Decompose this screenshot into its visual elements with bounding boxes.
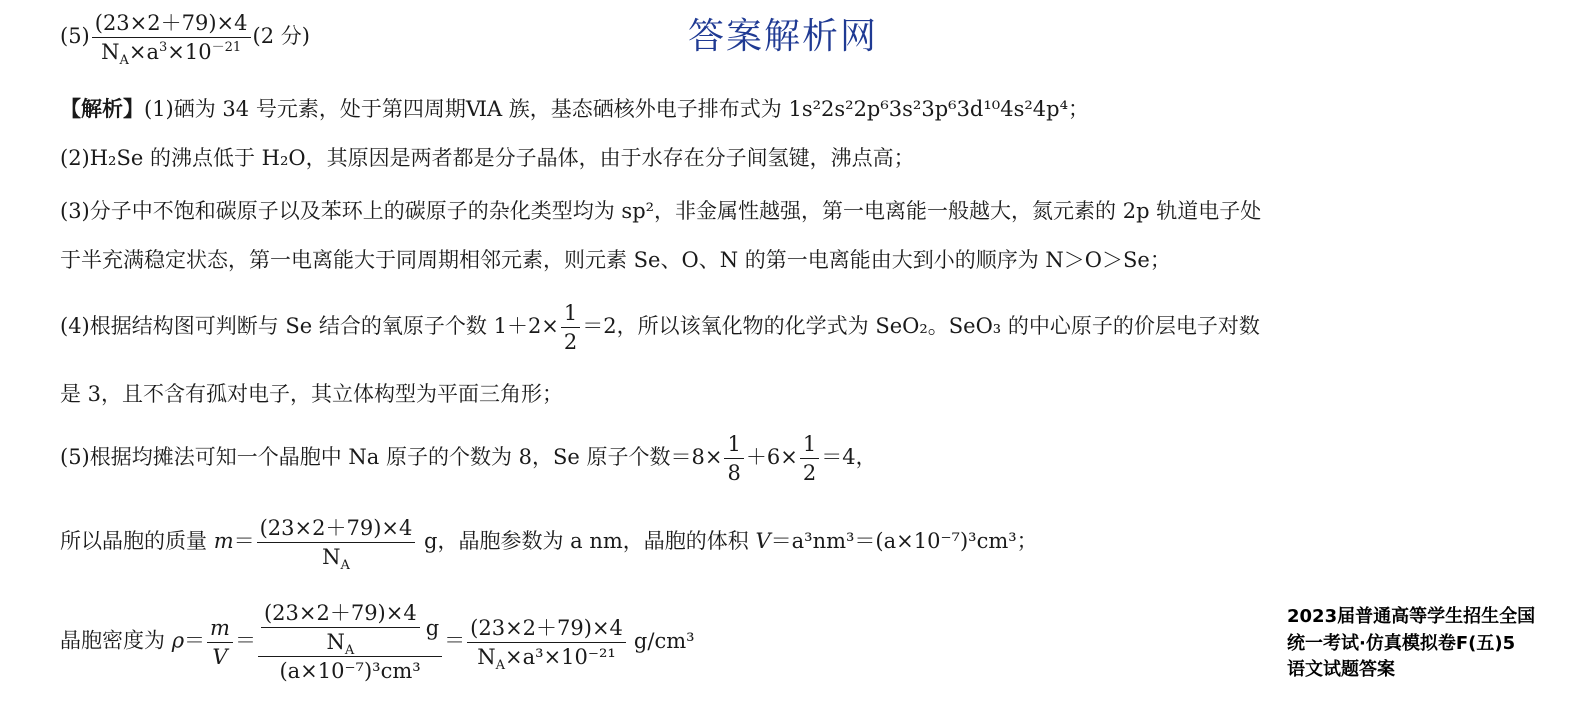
exam-caption-line1: 2023届普通高等学生招生全国 xyxy=(1287,606,1536,627)
header-fraction xyxy=(92,11,251,69)
fraction-one-eighth: $\frac{1}{8}$ xyxy=(724,433,743,484)
exam-caption-line3: 语文试题答案 xyxy=(1287,659,1395,681)
analysis-p3a: (3)分子中不饱和碳原子以及苯环上的碳原子的杂化类型均为 sp²，非金属性越强，第一电离能一般越大，氮元素的 2p 轨道电子处 xyxy=(60,199,1262,223)
analysis-p5b: 所以晶胞的质量 m＝ $\frac{(23\times 2+79)\times 4}{N_A}$ g，晶胞参数为 a nm，晶胞的体积 V＝a³nm³＝(a×10⁻⁷)³cm³； xyxy=(60,516,1038,574)
rho-fraction: $\frac{m}{V}$ xyxy=(207,617,233,668)
analysis-heading: 【解析】 xyxy=(60,96,144,121)
brand-title: 答案解析网 xyxy=(688,16,879,57)
analysis-p4a: (4)根据结构图可判断与 Se 结合的氧原子个数 1＋2× $\frac{1}{2}$ ＝2，所以该氧化物的化学式为 SeO₂。SeO₃ 的中心原子的价层电子对数 xyxy=(60,301,1260,355)
mass-fraction: $\frac{(23\times 2+79)\times 4}{N_A}$ xyxy=(257,517,416,568)
fraction-one-half: $\frac{1}{2}$ xyxy=(561,302,580,353)
fraction-one-half-2: $\frac{1}{2}$ xyxy=(800,433,819,484)
analysis-p3b: 于半充满稳定状态，第一电离能大于同周期相邻元素，则元素 Se、O、N 的第一电离能由大到小的顺序为 N＞O＞Se； xyxy=(60,248,1171,272)
header-formula-label: (5) xyxy=(60,24,90,49)
final-density-fraction: $\frac{(23\times 2+79)\times 4}{N_A\times a^3\times 10^{-21}}$ xyxy=(467,617,626,668)
analysis-p5c: 晶胞密度为 ρ＝ $\frac{m}{V}$ ＝ $\frac{(23\times 2+79)\times 4}{N_A}$ g (a×10⁻⁷)³cm³ ＝ $\frac{(23\times 2+79)\times 4}{N_A\times a^3\times 10^{-21}}$ g/cm³ xyxy=(60,601,695,684)
analysis-p1-text: (1)硒为 34 号元素，处于第四周期ⅥA 族，基态硒核外电子排布式为 1s²2s²2p⁶3s²3p⁶3d¹⁰4s²4p⁴； xyxy=(144,97,1089,121)
analysis-p5a: (5)根据均摊法可知一个晶胞中 Na 原子的个数为 8，Se 原子个数＝8× $\frac{1}{8}$ ＋6× $\frac{1}{2}$ ＝4， xyxy=(60,432,877,486)
exam-caption-line2: 统一考试·仿真模拟卷F(五)5 xyxy=(1287,632,1516,654)
header-formula-score: (2 分) xyxy=(252,24,310,49)
analysis-p2: (2)H₂Se 的沸点低于 H₂O，其原因是两者都是分子晶体，由于水存在分子间氢键，沸点高； xyxy=(60,146,915,170)
header-fraction-numerator: (23×2＋79)×4 xyxy=(92,12,251,38)
analysis-p1 xyxy=(60,98,1089,120)
exam-caption xyxy=(1287,604,1535,684)
header-fraction-denominator: $N_A\times a^3\times 10^{-21}$ xyxy=(101,40,242,69)
density-fraction: $\frac{(23\times 2+79)\times 4}{N_A}$ g (a×10⁻⁷)³cm³ xyxy=(258,602,442,682)
analysis-p4b: 是 3，且不含有孤对电子，其立体构型为平面三角形； xyxy=(60,382,564,406)
header-formula xyxy=(60,11,310,69)
